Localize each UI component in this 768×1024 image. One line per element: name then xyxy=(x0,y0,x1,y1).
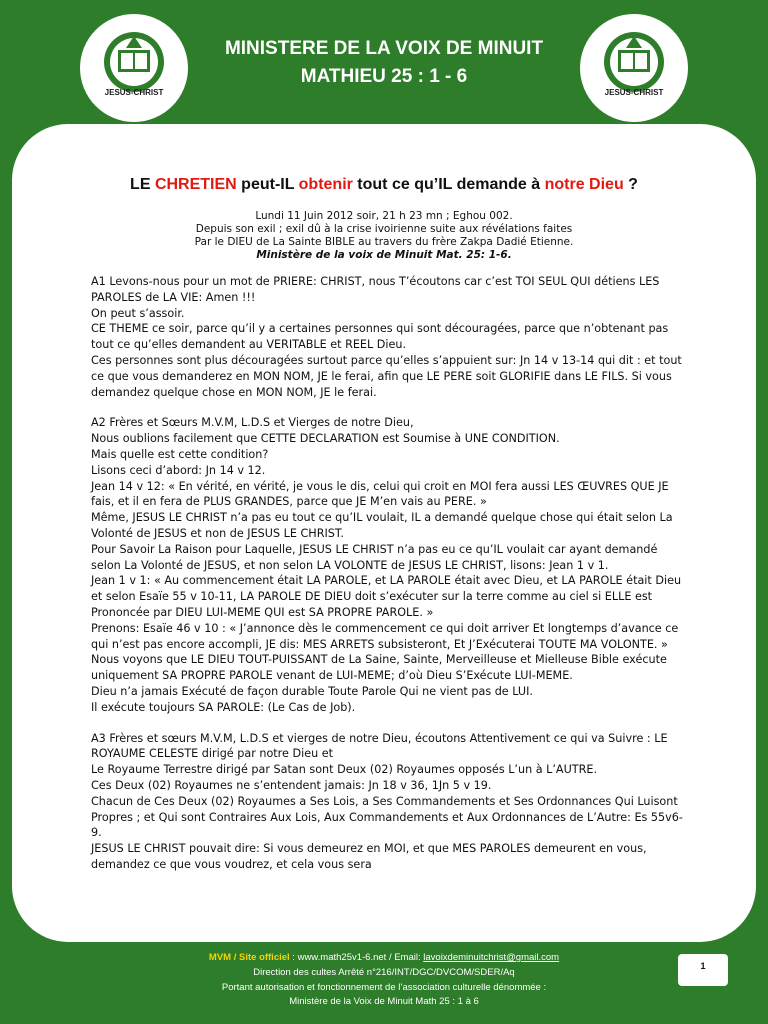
paragraph: Pour Savoir La Raison pour Laquelle, JESUS LE CHRIST n’a pas eu ce qu’IL voulait car ayant demandé selon La Volonté de JESUS, et non selon LA VOLONTE de JESUS LE CHRIST, lisons: Jean 1 v 1. xyxy=(91,542,658,572)
paragraph: Mais quelle est cette condition? xyxy=(91,447,269,461)
title-part: tout ce qu’IL demande à xyxy=(352,176,545,193)
paragraph: Le Royaume Terrestre dirigé par Satan sont Deux (02) Royaumes opposés L’un à L’AUTRE. xyxy=(91,763,598,777)
sermon-date: Lundi 11 Juin 2012 soir, 21 h 23 mn ; Eghou 002. xyxy=(255,210,513,222)
footer-email-link[interactable]: lavoixdeminuitchrist@gmail.com xyxy=(423,952,560,963)
subtitle-ministry: Ministère de la voix de Minuit Mat. 25: 1-6. xyxy=(256,249,512,261)
seal-icon xyxy=(580,14,688,122)
footer-line: Ministère de la Voix de Minuit Math 25 : 1 à 6 xyxy=(289,996,479,1007)
paragraph: Jean 1 v 1: « Au commencement était LA PAROLE, et LA PAROLE était avec Dieu, et LA PAROLE était Dieu et selon Esaïe 55 v 10-11, LA PAROLE DE DIEU doit s’exécuter sur la terre comme au ciel si ELLE est Prononcée par DIEU LUI-MEME QUI est SA PROPRE PAROLE. » xyxy=(91,574,682,619)
paragraph: On peut s’assoir. xyxy=(91,306,185,320)
ministry-name: MINISTERE DE LA VOIX DE MINUIT xyxy=(224,38,544,59)
footer-line xyxy=(0,952,768,963)
title-part: LE xyxy=(130,176,155,193)
title-part: obtenir xyxy=(298,176,353,193)
page-number: 1 xyxy=(678,954,728,986)
ministry-logo-right xyxy=(580,14,688,122)
title-part: peut-IL xyxy=(236,176,299,193)
paragraph: Prenons: Esaïe 46 v 10 : « J’annonce dès le commencement ce qui doit arriver Et longtemps d’avance ce qui n’est pas encore accompli, JE dis: MES ARRETS subsisteront, Et J’Exécuterai TOUTE MA VOLONTE. » xyxy=(91,621,679,651)
paragraph: Jean 14 v 12: « En vérité, en vérité, je vous le dis, celui qui croit en MOI fera aussi LES ŒUVRES QUE JE fais, et il en fera de PLUS GRANDES, parce que JE M’en vais au PERE. » xyxy=(91,479,669,509)
paragraph: JESUS LE CHRIST pouvait dire: Si vous demeurez en MOI, et que MES PAROLES demeurent en vous, demandez ce que vous voudrez, et cela vous sera xyxy=(91,842,647,871)
paragraph: Chacun de Ces Deux (02) Royaumes a Ses Lois, a Ses Commandements et Ses Ordonnances Qui Luisont Propres ; et Qui sont Contraires Aux Lois, Aux Commandements et Aux Ordonnances de L’Autre: Es 55v6-9. xyxy=(91,794,683,840)
sermon-body xyxy=(91,274,687,873)
footer-line: Direction des cultes Arrêté n°216/INT/DGC/DVCOM/SDER/Aq xyxy=(253,967,515,978)
scripture-reference: MATHIEU 25 : 1 - 6 xyxy=(300,66,468,87)
paragraph: Ces Deux (02) Royaumes ne s’entendent jamais: Jn 18 v 36, 1Jn 5 v 19. xyxy=(91,778,492,792)
paragraph: A1 Levons-nous pour un mot de PRIERE: CHRIST, nous T’écoutons car c’est TOI SEUL QUI détiens LES PAROLES de LA VIE: Amen !!! xyxy=(91,275,660,304)
title-part: notre Dieu xyxy=(544,176,624,193)
ministry-logo-left xyxy=(80,14,188,122)
seal-icon xyxy=(80,14,188,122)
subtitle-line: Depuis son exil ; exil dû à la crise ivoirienne suite aux révélations faites xyxy=(195,223,573,235)
title-part: CHRETIEN xyxy=(154,176,237,193)
paragraph: Lisons ceci d’abord: Jn 14 v 12. xyxy=(91,463,266,477)
paragraph: Il exécute toujours SA PAROLE: (Le Cas de Job). xyxy=(91,700,356,714)
title-part: ? xyxy=(623,176,638,193)
paragraph: Même, JESUS LE CHRIST n’a pas eu tout ce qu’IL voulait, IL a demandé quelque chose qui était selon La Volonté de JESUS et non de JESUS LE CHRIST. xyxy=(91,511,673,540)
paragraph: A3 Frères et sœurs M.V.M, L.D.S et vierges de notre Dieu, écoutons Attentivement ce qui va Suivre : LE ROYAUME CELESTE dirigé par notre Dieu et xyxy=(91,731,668,761)
footer-prefix: MVM / Site officiel xyxy=(208,952,290,963)
footer-line: Portant autorisation et fonctionnement de l’association culturelle dénommée : xyxy=(221,982,547,993)
logo-caption: JESUS-CHRIST xyxy=(104,88,164,97)
paragraph: A2 Frères et Sœurs M.V.M, L.D.S et Vierges de notre Dieu, xyxy=(91,416,414,430)
paragraph: CE THEME ce soir, parce qu’il y a certaines personnes qui sont découragées, parce que n’obtenant pas tout ce qu’elles demandent au VERITABLE et REEL Dieu. xyxy=(91,322,669,352)
paragraph: Nous oublions facilement que CETTE DECLARATION est Soumise à UNE CONDITION. xyxy=(91,432,560,446)
sermon-title xyxy=(0,176,768,194)
logo-caption: JESUS-CHRIST xyxy=(604,88,664,97)
footer-site: : www.math25v1-6.net / Email: xyxy=(289,952,424,963)
paragraph: Dieu n’a jamais Exécuté de façon durable Toute Parole Qui ne vient pas de LUI. xyxy=(91,684,533,698)
subtitle-line: Par le DIEU de La Sainte BIBLE au travers du frère Zakpa Dadié Etienne. xyxy=(194,236,574,248)
paragraph: Ces personnes sont plus découragées surtout parce qu’elles s’appuient sur: Jn 14 v 13-14 qui dit : et tout ce que vous demanderez en MON NOM, JE le ferai, afin que LE PERE soit GLORIFIE dans LE FILS. Si vous demandez quelque chose en MON NOM, JE le ferai. xyxy=(91,353,682,399)
paragraph: Nous voyons que LE DIEU TOUT-PUISSANT de La Saine, Sainte, Merveilleuse et Mielleuse Bible exécute uniquement SA PROPRE PAROLE venant de LUI-MEME; d’où Dieu S’Exécute LUI-MEME. xyxy=(91,653,667,683)
